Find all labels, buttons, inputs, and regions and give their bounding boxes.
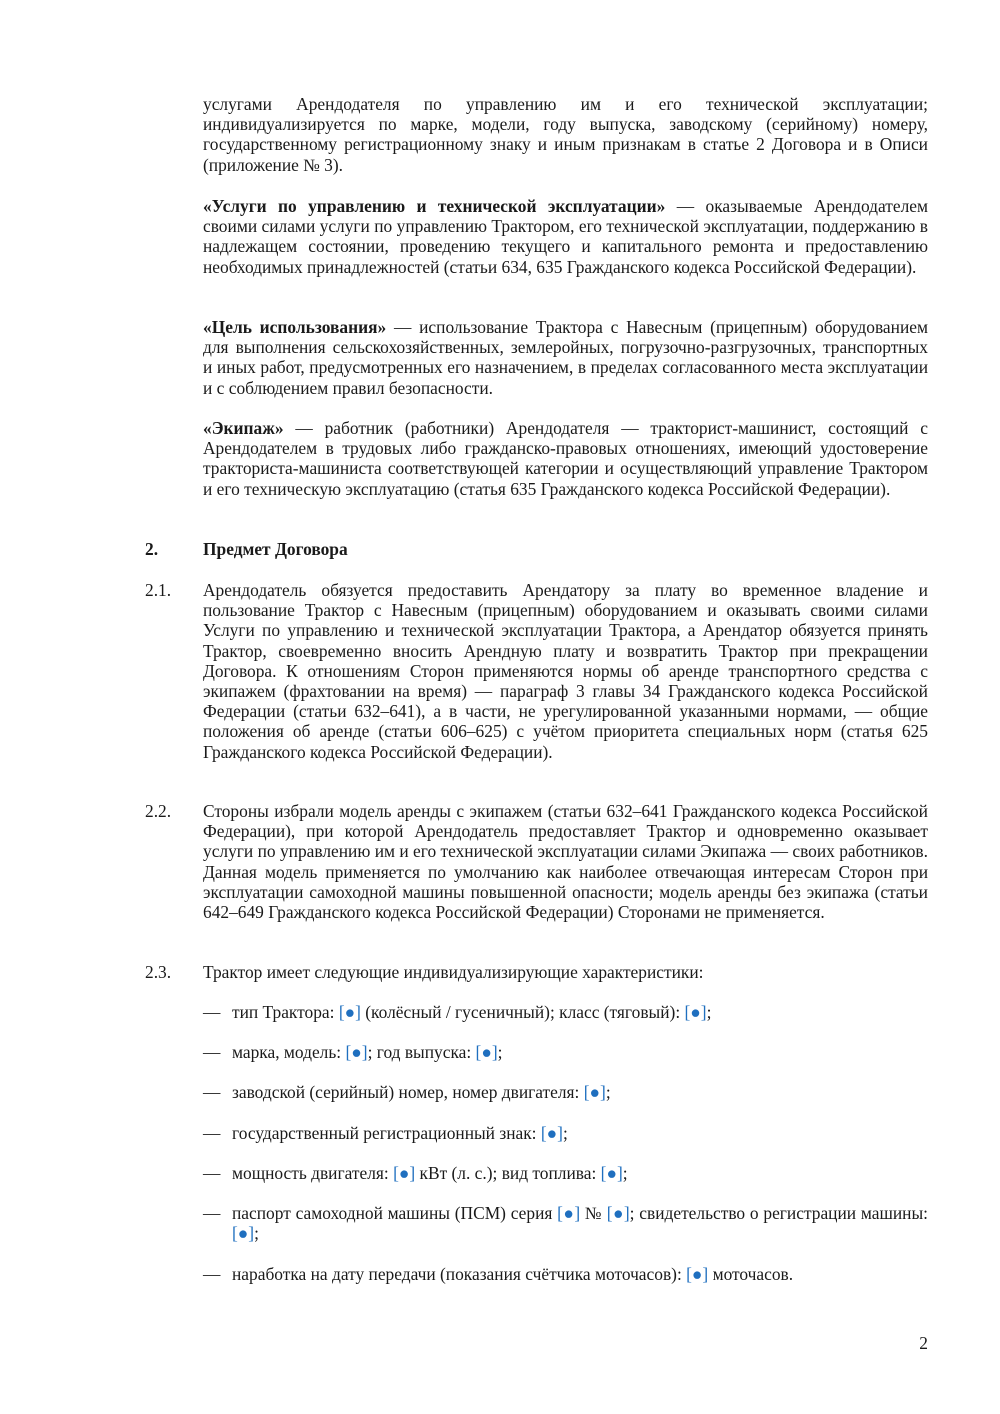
list-item-tractor-type bbox=[203, 1002, 928, 1022]
list-item-label: ; bbox=[622, 1163, 628, 1183]
list-item-label: паспорт самоходной машины (ПСМ) серия bbox=[232, 1203, 558, 1223]
clause-text: Стороны избрали модель аренды с экипажем (статьи 632–641 Гражданского кодекса Российской Федерации), при которой Арендодатель предоставляет Трактор и одновременно оказывает услуги по управлению им и его технической эксплуатации силами Экипажа — своих работников. Данная модель применяется по умолчанию как наиболее отвечающая интересам Сторон при эксплуатации самоходной машины повышенной опасности; модель аренды без экипажа (статьи 642–649 Гражданского кодекса Российской Федерации) Сторонами не применяется. bbox=[203, 801, 928, 923]
dash-marker: — bbox=[203, 1123, 221, 1143]
definition-text: — работник (работники) Арендодателя — тракторист-машинист, состоящий с Арендодателем в трудовых либо гражданско-правовых отношениях, имеющий удостоверение тракториста-машиниста соответствующей категории и осуществляющий управление Трактором и его техническую эксплуатацию (статья 635 Гражданского кодекса Российской Федерации). bbox=[203, 418, 928, 499]
section-title: Предмет Договора bbox=[203, 539, 348, 559]
placeholder-field: [●] bbox=[338, 1002, 361, 1022]
clause-text: Арендодатель обязуется предоставить Арендатору за плату во временное владение и пользование Трактор с Навесным (прицепным) оборудованием и оказывать своими силами Услуги по управлению и технической эксплуатации Трактора, а Арендатор обязуется принять Трактор, своевременно вносить Арендную плату и возвратить Трактор при прекращении Договора. К отношениям Сторон применяются нормы об аренде транспортного средства с экипажем (фрахтовании на время) — параграф 3 главы 34 Гражданского кодекса Российской Федерации (статьи 632–641), а в части, не урегулированной указанными нормами, — общие положения об аренде (статьи 606–625) с учётом приоритета специальных норм (статья 625 Гражданского кодекса Российской Федерации). bbox=[203, 580, 928, 762]
placeholder-field: [●] bbox=[232, 1223, 255, 1244]
definition-text: услугами Арендодателя по управлению им и его технической эксплуатации; индивидуализируется по марке, модели, году выпуска, заводскому (серийному) номеру, государственному регистрационному знаку и иным признакам в статье 2 Договора и в Описи (приложение № 3). bbox=[203, 94, 928, 175]
dash-marker: — bbox=[203, 1163, 221, 1183]
definition-term: «Цель использования» bbox=[203, 317, 387, 337]
clause-number: 2.3. bbox=[145, 962, 172, 982]
list-item-make-model bbox=[203, 1042, 928, 1062]
definition-tractor-continued bbox=[203, 94, 928, 175]
list-item-label: (колёсный / гусеничный); класс (тяговый): bbox=[360, 1002, 685, 1022]
list-item-text bbox=[232, 1042, 928, 1062]
list-item-label: кВт (л. с.); вид топлива: bbox=[415, 1163, 601, 1183]
list-item-registration-plate bbox=[203, 1123, 928, 1143]
placeholder-field: [●] bbox=[557, 1203, 581, 1223]
list-item-text bbox=[232, 1264, 928, 1284]
list-item-label: государственный регистрационный знак: bbox=[232, 1123, 541, 1143]
placeholder-field: [●] bbox=[583, 1082, 606, 1102]
dash-marker: — bbox=[203, 1264, 221, 1284]
list-item-text bbox=[232, 1082, 928, 1102]
definition-purpose bbox=[203, 317, 928, 398]
definition-term: «Услуги по управлению и технической эксплуатации» bbox=[203, 196, 666, 216]
definition-crew bbox=[203, 418, 928, 499]
list-item-text bbox=[232, 1203, 928, 1243]
list-item-label: ; год выпуска: bbox=[367, 1042, 476, 1062]
list-item-label: марка, модель: bbox=[232, 1042, 346, 1062]
placeholder-field: [●] bbox=[606, 1203, 630, 1223]
list-item-label: тип Трактора: bbox=[232, 1002, 339, 1022]
list-item-text bbox=[232, 1002, 928, 1022]
placeholder-field: [●] bbox=[393, 1163, 416, 1183]
list-item-label: ; bbox=[497, 1042, 503, 1062]
placeholder-field: [●] bbox=[540, 1123, 563, 1143]
dash-marker: — bbox=[203, 1002, 221, 1022]
list-item-label: ; bbox=[706, 1002, 712, 1022]
list-item-label: заводской (серийный) номер, номер двигателя: bbox=[232, 1082, 584, 1102]
list-item-serial-number bbox=[203, 1082, 928, 1102]
section-number: 2. bbox=[145, 539, 159, 559]
definition-term: «Экипаж» bbox=[203, 418, 284, 438]
clause-number: 2.1. bbox=[145, 580, 172, 600]
placeholder-field: [●] bbox=[475, 1042, 498, 1062]
list-item-label: ; свидетельство о регистрации машины: bbox=[629, 1203, 928, 1223]
list-item-label: ; bbox=[605, 1082, 611, 1102]
dash-marker: — bbox=[203, 1203, 221, 1223]
list-item-text bbox=[232, 1163, 928, 1183]
list-item-machine-passport bbox=[203, 1203, 928, 1243]
list-item-label: наработка на дату передачи (показания счётчика моточасов): bbox=[232, 1264, 687, 1284]
list-item-label: № bbox=[580, 1203, 607, 1223]
dash-marker: — bbox=[203, 1042, 221, 1062]
dash-marker: — bbox=[203, 1082, 221, 1102]
list-item-label: моточасов. bbox=[708, 1264, 794, 1284]
definition-text: — оказываемые Арендодателем своими силами услуги по управлению Трактором, его технической эксплуатации, поддержанию в надлежащем состоянии, проведению текущего и капитального ремонта и предоставлению необходимых принадлежностей (статьи 634, 635 Гражданского кодекса Российской Федерации). bbox=[203, 196, 929, 277]
placeholder-field: [●] bbox=[345, 1042, 368, 1062]
definition-services bbox=[203, 196, 928, 277]
list-item-label: ; bbox=[562, 1123, 568, 1143]
placeholder-field: [●] bbox=[600, 1163, 623, 1183]
clause-number: 2.2. bbox=[145, 801, 172, 821]
list-item-label: мощность двигателя: bbox=[232, 1163, 394, 1183]
placeholder-field: [●] bbox=[686, 1264, 709, 1284]
list-item-text bbox=[232, 1123, 928, 1143]
list-item-operating-hours bbox=[203, 1264, 928, 1284]
clause-text: Трактор имеет следующие индивидуализирующие характеристики: bbox=[203, 962, 704, 982]
placeholder-field: [●] bbox=[684, 1002, 707, 1022]
page-number: 2 bbox=[919, 1333, 928, 1353]
list-item-label: ; bbox=[254, 1223, 259, 1244]
list-item-engine-power bbox=[203, 1163, 928, 1183]
definition-text: — использование Трактора с Навесным (прицепным) оборудованием для выполнения сельскохозяйственных, землеройных, погрузочно-разгрузочных, транспортных и иных работ, предусмотренных его назначением, в пределах согласованного места эксплуатации и с соблюдением правил безопасности. bbox=[203, 317, 928, 398]
